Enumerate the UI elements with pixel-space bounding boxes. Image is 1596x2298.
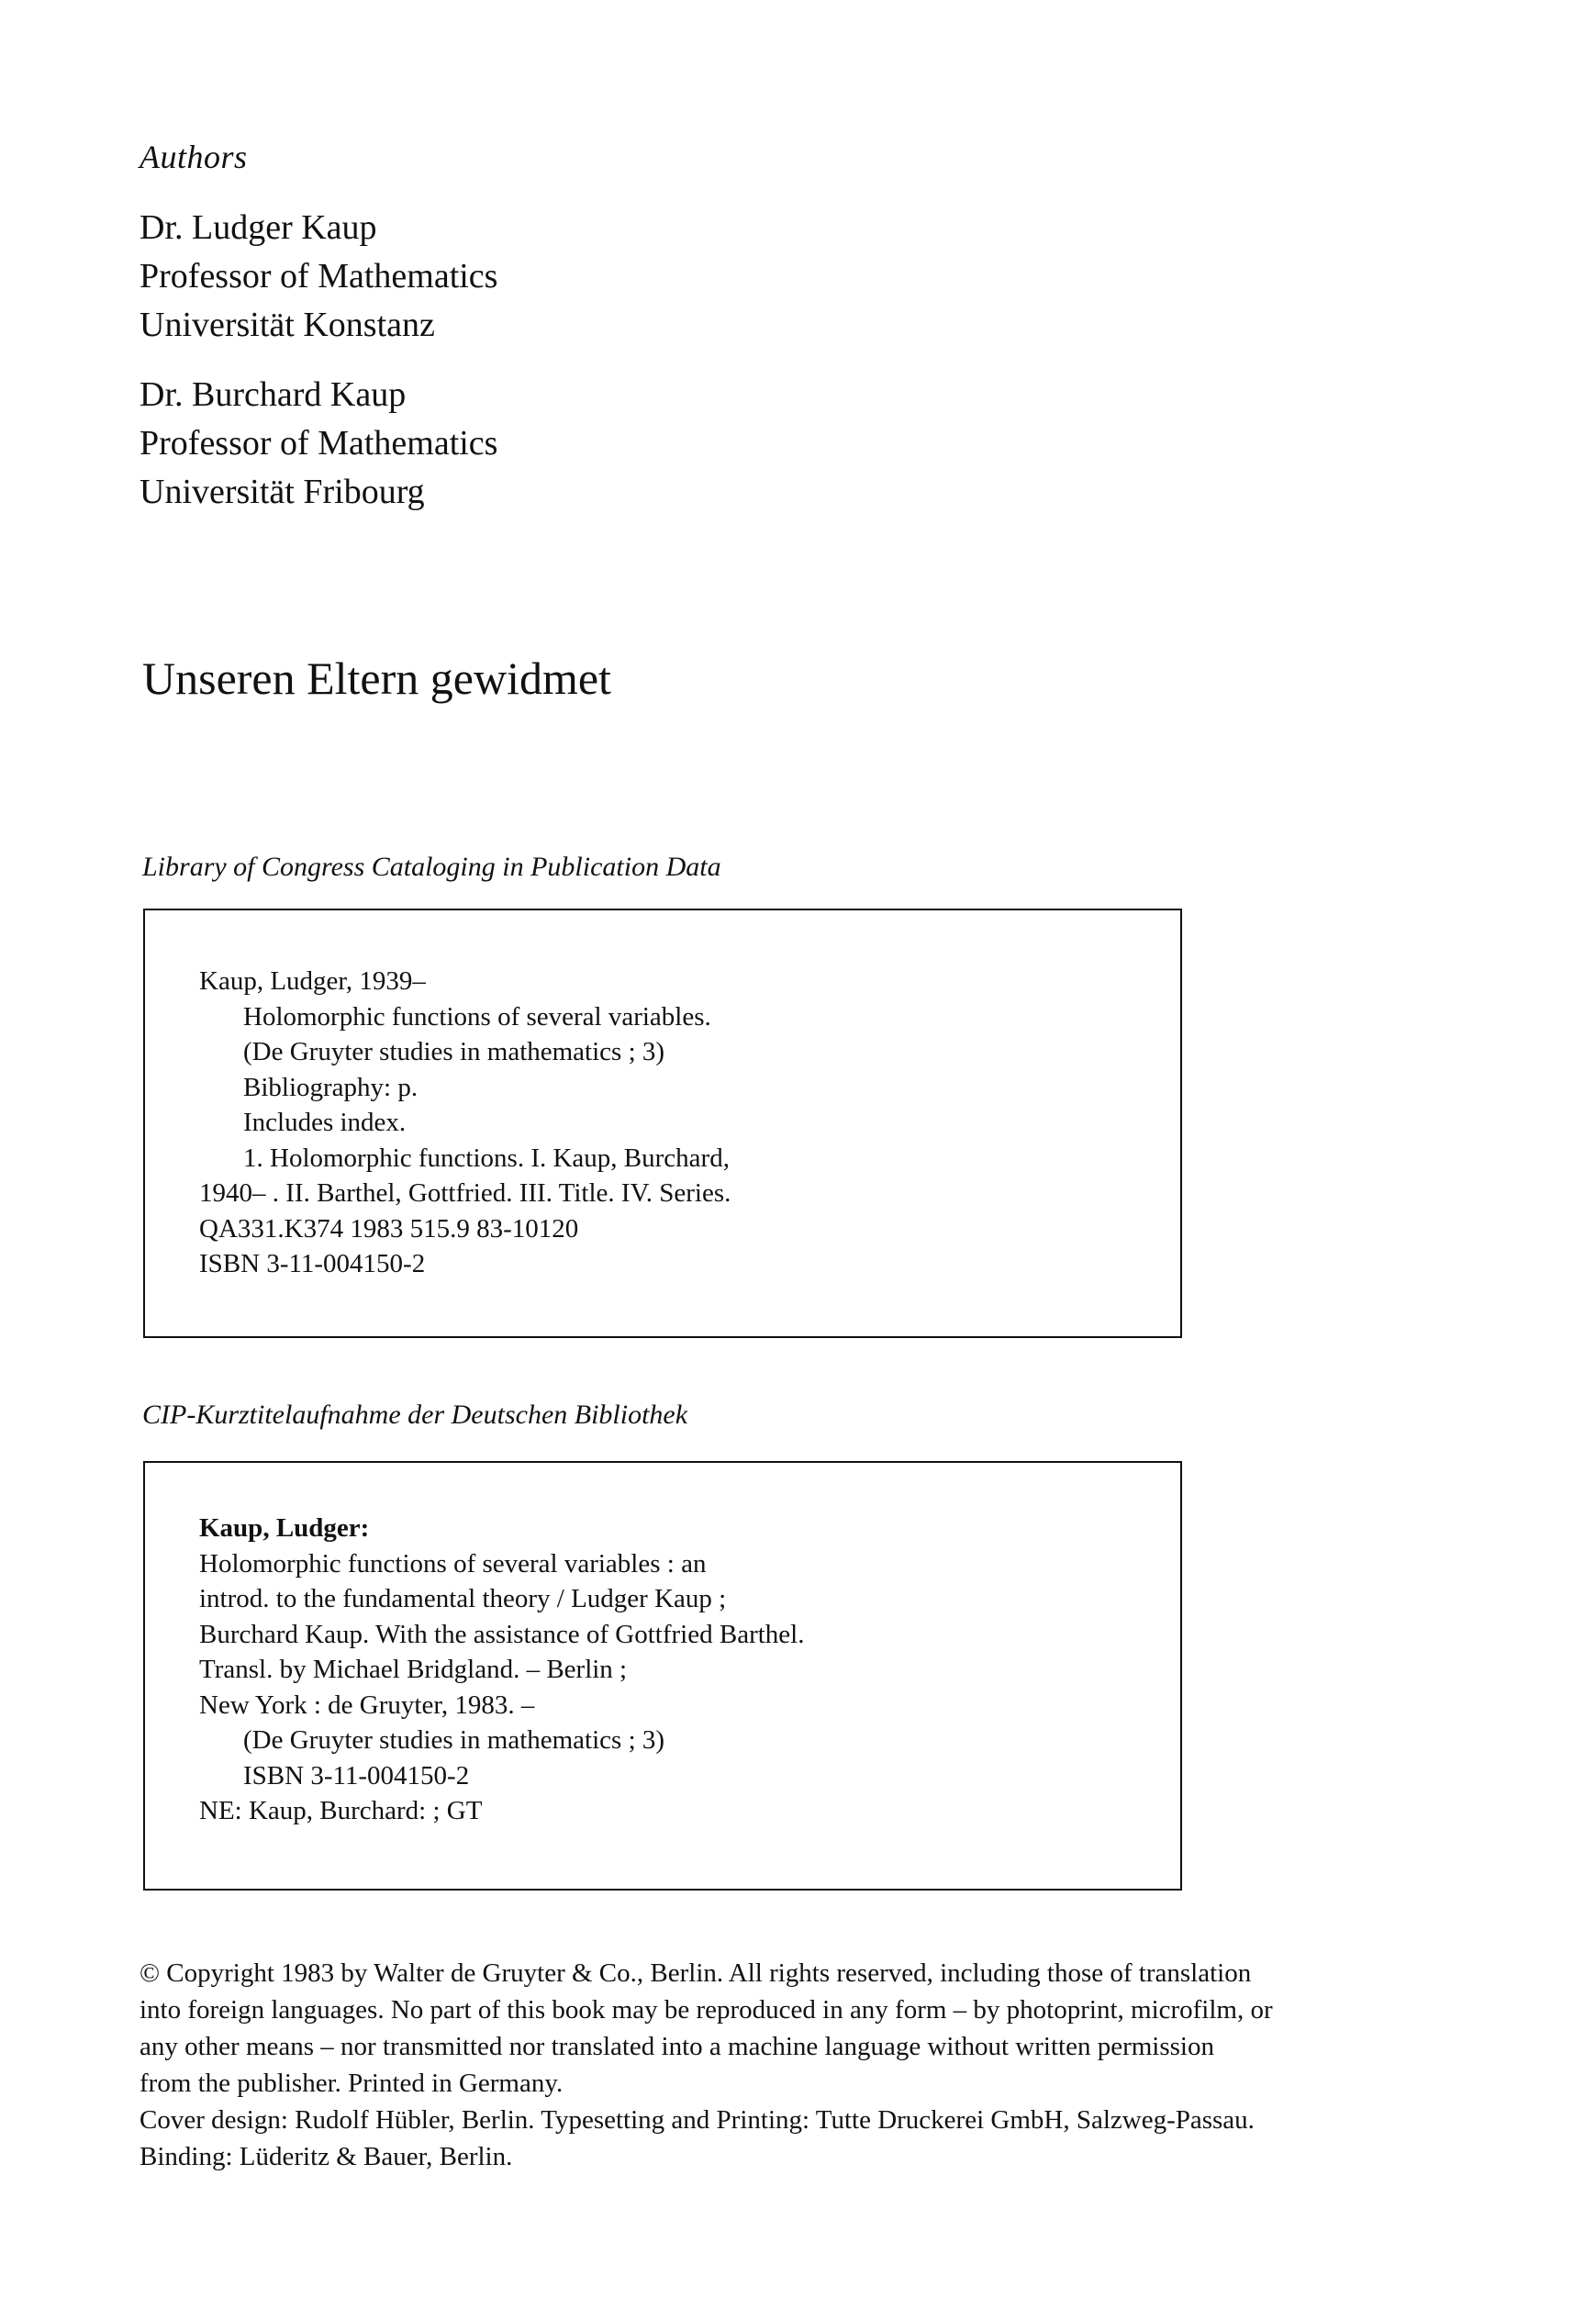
catalog-line: NE: Kaup, Burchard: ; GT (199, 1796, 483, 1825)
catalog-line: QA331.K374 1983 515.9 83-10120 (199, 1213, 579, 1244)
author-title: Professor of Mathematics (140, 424, 498, 463)
catalog-line: 1. Holomorphic functions. I. Kaup, Burchard, (243, 1143, 730, 1173)
copyright-line: © Copyright 1983 by Walter de Gruyter & Co., Berlin. All rights reserved, including those of translation (140, 1958, 1252, 1988)
copyright-line: any other means – nor transmitted nor translated into a machine language without written permission (140, 2032, 1214, 2061)
copyright-line: Binding: Lüderitz & Bauer, Berlin. (140, 2142, 513, 2171)
catalog-line: Bibliography: p. (243, 1072, 419, 1102)
author-name: Dr. Ludger Kaup (140, 208, 377, 247)
catalog-line: Holomorphic functions of several variables. (243, 1001, 711, 1032)
catalog-line: Burchard Kaup. With the assistance of Gottfried Barthel. (199, 1619, 805, 1649)
author-entry (140, 204, 497, 350)
loc-cataloging-box (143, 909, 1182, 1338)
catalog-line: Includes index. (243, 1108, 407, 1137)
cip-cataloging-box (143, 1461, 1182, 1891)
catalog-line: ISBN 3-11-004150-2 (243, 1760, 470, 1790)
catalog-line: Holomorphic functions of several variables : an (199, 1548, 707, 1578)
author-affiliation: Universität Konstanz (140, 306, 435, 344)
copyright-notice (140, 1955, 1470, 2175)
authors-heading: Authors (140, 139, 248, 175)
dedication: Unseren Eltern gewidmet (142, 653, 611, 704)
catalog-line: (De Gruyter studies in mathematics ; 3) (243, 1037, 665, 1066)
catalog-line: Transl. by Michael Bridgland. – Berlin ; (199, 1655, 628, 1684)
catalog-line: introd. to the fundamental theory / Ludger Kaup ; (199, 1584, 727, 1613)
loc-cataloging-heading: Library of Congress Cataloging in Publication Data (142, 852, 721, 882)
copyright-line: from the publisher. Printed in Germany. (140, 2069, 564, 2098)
author-entry (140, 371, 497, 517)
catalog-line: New York : de Gruyter, 1983. – (199, 1690, 535, 1720)
catalog-line: Kaup, Ludger, 1939– (199, 966, 426, 996)
catalog-line: Kaup, Ludger: (199, 1513, 370, 1543)
copyright-line: Cover design: Rudolf Hübler, Berlin. Typesetting and Printing: Tutte Druckerei GmbH, Salzweg-Passau. (140, 2105, 1255, 2135)
author-affiliation: Universität Fribourg (140, 473, 425, 511)
cip-heading: CIP-Kurztitelaufnahme der Deutschen Bibliothek (142, 1400, 688, 1430)
author-name: Dr. Burchard Kaup (140, 375, 407, 414)
author-title: Professor of Mathematics (140, 257, 498, 296)
loc-cataloging-record (199, 964, 731, 1282)
catalog-line: 1940– . II. Barthel, Gottfried. III. Title. IV. Series. (199, 1178, 731, 1208)
cip-cataloging-record (199, 1511, 804, 1829)
catalog-line: (De Gruyter studies in mathematics ; 3) (243, 1725, 665, 1755)
copyright-line: into foreign languages. No part of this book may be reproduced in any form – by photoprint, microfilm, or (140, 1995, 1273, 2025)
catalog-line: ISBN 3-11-004150-2 (199, 1249, 426, 1278)
